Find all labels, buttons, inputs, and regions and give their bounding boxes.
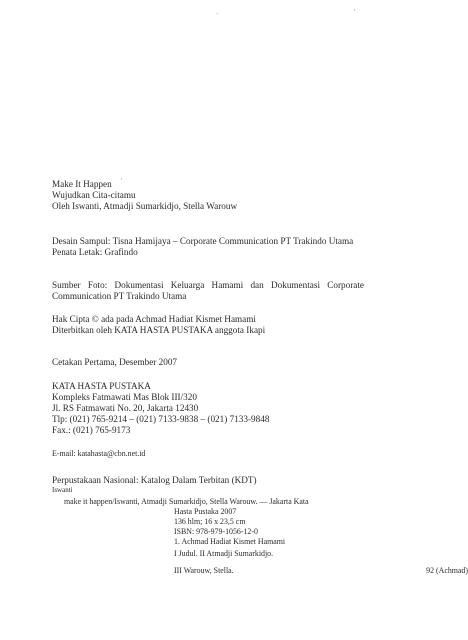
catalog-isbn: ISBN: 978-979-1056-12-0 [174,527,258,536]
catalog-heading: Perpustakaan Nasional: Katalog Dalam Terbitan (KDT) [52,475,257,485]
photo-credit-block [52,280,382,302]
catalog-publisher-line: Hasta Pustaka 2007 [174,507,237,516]
book-info [52,179,382,212]
design-credits [52,236,382,258]
catalog-final-row [52,566,468,576]
edition-block [52,357,382,368]
catalog-block [52,475,468,576]
email-address: E-mail: katahasta@cbn.net.id [52,449,146,458]
layout-credit: Penata Letak: Grafindo [52,247,138,257]
catalog-subject-3: III Warouw, Stella. [174,566,234,575]
publisher-name: KATA HASTA PUSTAKA [52,381,151,391]
publisher-note: Diterbitkan oleh KATA HASTA PUSTAKA anggota Ikapi [52,325,266,335]
catalog-entry: make it happen/Iswanti, Atmadji Sumarkidjo, Stella Warouw. — Jakarta Kata [64,497,309,506]
catalog-class-number: 92 (Achmad) [426,566,468,575]
book-title: Make It Happen [52,179,112,189]
edition-info: Cetakan Pertama, Desember 2007 [52,357,178,367]
rights-block [52,314,382,336]
address-line-2: Jl. RS Fatmawati No. 20, Jakarta 12430 [52,403,199,413]
publisher-address [52,381,382,436]
catalog-subject-1: 1. Achmad Hadiat Kismet Hamami [174,537,286,546]
catalog-author: Iswanti [52,486,73,494]
scan-mark: ' [354,8,356,16]
fax-number: Fax.: (021) 765-9173 [52,425,131,435]
copyright-notice: Hak Cipta © ada pada Achmad Hadiat Kismet Hamami [52,314,256,324]
scan-mark: ' [121,177,123,185]
scan-mark: · [216,10,219,18]
catalog-subject-2: I Judul. II Atmadji Sumarkidjo. [174,549,274,558]
book-authors: Oleh Iswanti, Atmadji Sumarkidjo, Stella Warouw [52,201,238,211]
cover-design-credit: Desain Sampul: Tisna Hamijaya – Corporate Communication PT Trakindo Utama [52,236,354,246]
catalog-pages: 136 hlm; 16 x 23,5 cm [174,517,246,526]
email-block [52,449,382,459]
photo-credit: Sumber Foto: Dokumentasi Keluarga Hamami dan Dokumentasi Corporate Communication PT Trakindo Utama [52,280,364,301]
book-subtitle: Wujudkan Cita-citamu [52,190,136,200]
address-line-1: Kompleks Fatmawati Mas Blok III/320 [52,392,197,402]
phone-numbers: Tlp: (021) 765-9214 – (021) 7133-9838 – (021) 7133-9848 [52,414,270,424]
